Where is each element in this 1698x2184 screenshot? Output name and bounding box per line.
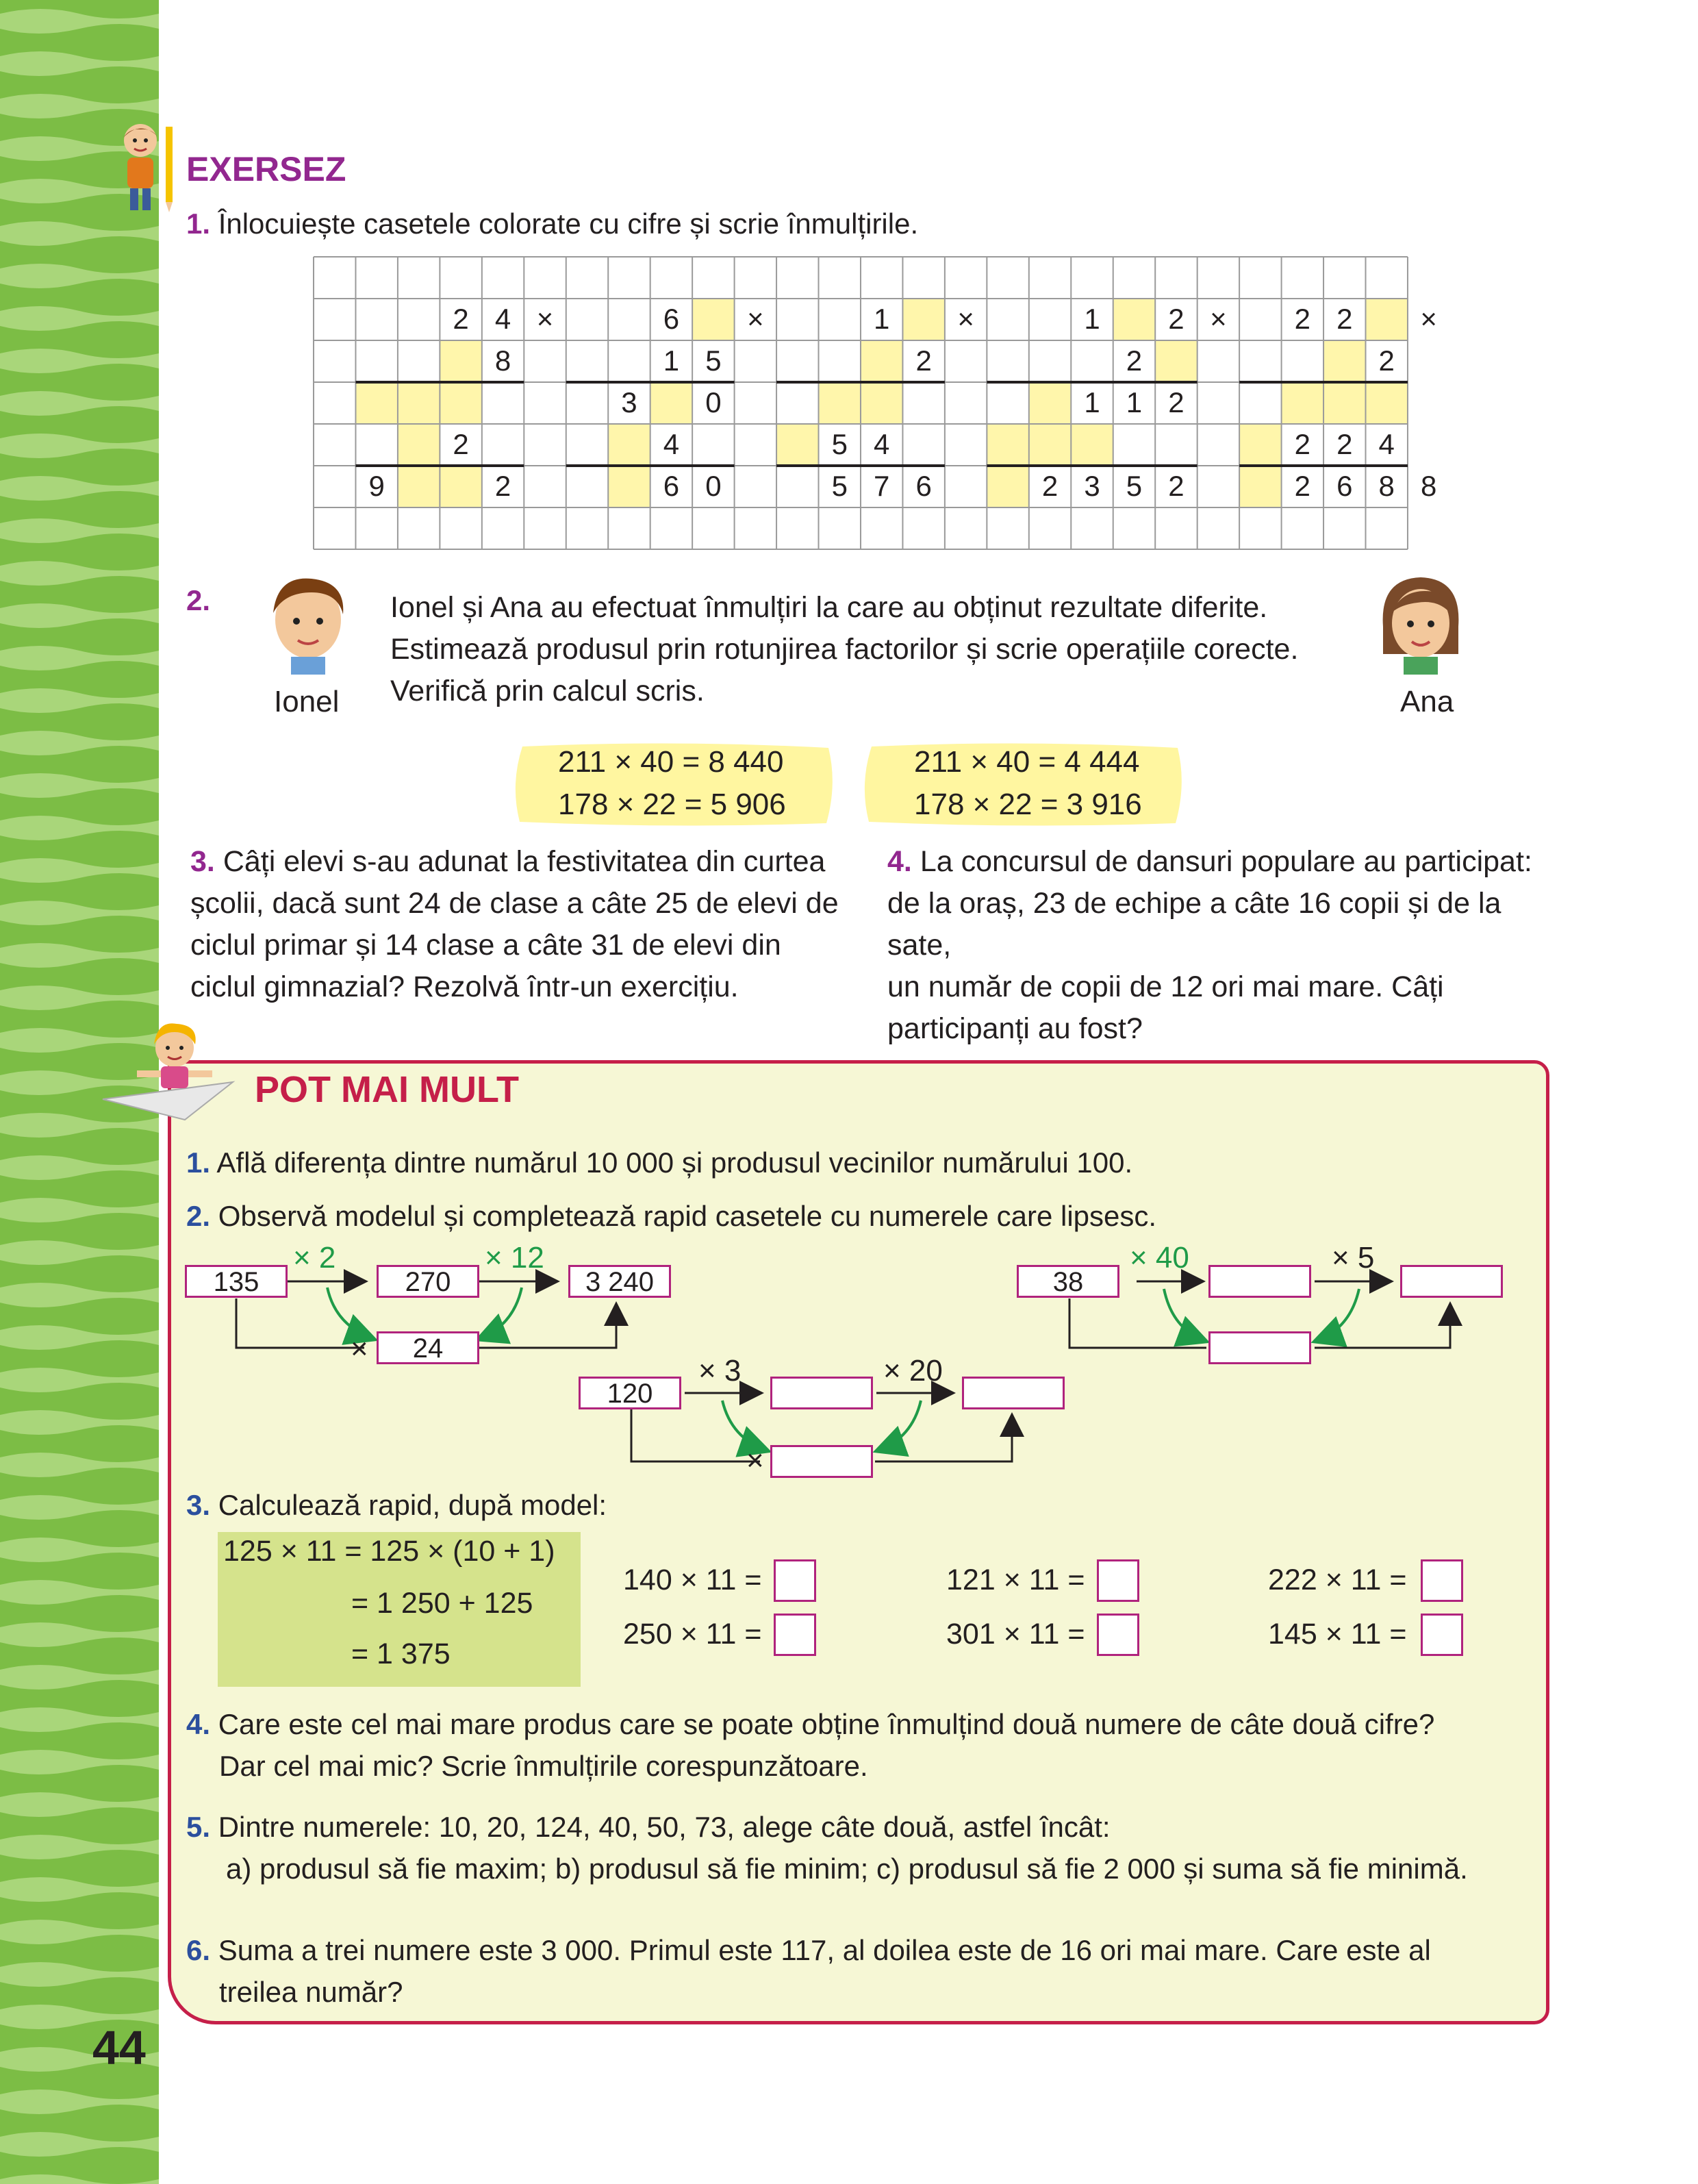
grid-digit: 2 [1126,344,1143,377]
grid-digit: × [1420,302,1437,335]
flow2-bottom-answer-box[interactable] [770,1445,873,1478]
grid-digit: 6 [1336,469,1353,502]
grid-digit: 1 [1126,386,1143,418]
grid-digit: 4 [1378,427,1395,460]
pmm-exercise-2-text: Observă modelul și completează rapid casetele cu numerele care lipsesc. [218,1200,1157,1232]
calc-item-222: 222 × 11 = [1268,1564,1407,1596]
flow3-mid-answer-box[interactable] [1208,1265,1311,1298]
grid-digit: 2 [1336,427,1353,460]
calc-answer-box-145[interactable] [1421,1614,1463,1656]
model-line-2: = 1 250 + 125 [351,1587,533,1620]
pmm-exercise-6-line-1: Suma a trei numere este 3 000. Primul este 117, al doilea este de 16 ori mai mare. Care este al [218,1934,1431,1966]
grid-digit: × [957,302,974,335]
exercise-3-line-1: Câți elevi s-au adunat la festivitatea din curtea [223,845,826,878]
section-title-pot-mai-mult: POT MAI MULT [255,1069,519,1110]
exercise-4-line-1: La concursul de dansuri populare au participat: [920,845,1532,878]
calc-item-145: 145 × 11 = [1268,1618,1407,1650]
calc-answer-box-140[interactable] [774,1559,816,1602]
grid-digit: 2 [1294,469,1310,502]
grid-digit: 3 [621,386,637,418]
exercise-2-line-3: Verifică prin calcul scris. [390,675,705,707]
grid-digit: 1 [663,344,680,377]
ionel-result-1: 211 × 40 = 8 440 [558,745,784,779]
exercise-2-line-1: Ionel și Ana au efectuat înmulțiri la care au obținut rezultate diferite. [390,591,1268,624]
calc-answer-box-250[interactable] [774,1614,816,1656]
grid-digit: 6 [663,302,680,335]
grid-digit: 1 [1084,302,1100,335]
exercise-3-line-4: ciclul gimnazial? Rezolvă într-un exercițiu. [190,970,739,1003]
exercise-4-number: 4. [887,845,912,878]
grid-digit: 0 [705,386,722,418]
pmm-exercise-3-text: Calculează rapid, după model: [218,1489,607,1521]
flow3-end-answer-box[interactable] [1400,1265,1503,1298]
pmm-exercise-1-number: 1. [186,1146,211,1179]
pmm-exercise-5-number: 5. [186,1811,211,1843]
pmm-exercise-2-number: 2. [186,1200,211,1232]
flow1-op1: × 2 [293,1241,336,1275]
calc-answer-box-121[interactable] [1097,1559,1139,1602]
pmm-exercise-5 [186,1806,1468,1890]
flow1-times-sign: × [351,1332,368,1366]
ionel-result-2: 178 × 22 = 5 906 [558,788,786,821]
grid-digit: 2 [915,344,932,377]
flow2-op1: × 3 [698,1354,742,1388]
model-line-3: = 1 375 [351,1637,451,1670]
pmm-exercise-4-line-1: Care este cel mai mare produs care se poate obține înmulțind două numere de câte două cifre? [218,1708,1435,1740]
flow1-op2: × 12 [485,1241,544,1275]
pmm-exercise-6-line-2: treilea număr? [219,1976,403,2008]
grid-digit: 2 [1168,386,1184,418]
grid-digit: 0 [705,469,722,502]
ana-result-1: 211 × 40 = 4 444 [914,745,1140,779]
exercise-2-line-2: Estimează produsul prin rotunjirea factorilor și scrie operațiile corecte. [390,633,1299,666]
model-line-1: 125 × 11 = 125 × (10 + 1) [223,1535,555,1568]
ana-result-2: 178 × 22 = 3 916 [914,788,1142,821]
calc-item-121: 121 × 11 = [946,1564,1085,1596]
grid-digit: 6 [915,469,932,502]
grid-digit: 8 [1421,469,1437,502]
exercise-2-number: 2. [186,584,211,616]
flow2-times-sign: × [746,1444,764,1477]
grid-digit: × [1210,302,1227,335]
pmm-exercise-5-line-1: Dintre numerele: 10, 20, 124, 40, 50, 73, alege câte două, astfel încât: [218,1811,1111,1843]
grid-digit: 2 [1168,302,1184,335]
flow2-end-answer-box[interactable] [962,1377,1065,1409]
grid-digit: 5 [831,427,848,460]
flow1-mid-box: 270 [377,1265,479,1298]
grid-digit: 2 [494,469,511,502]
grid-digit: 2 [1336,302,1353,335]
flow2-mid-answer-box[interactable] [770,1377,873,1409]
pmm-exercise-4-line-2: Dar cel mai mic? Scrie înmulțirile corespunzătoare. [219,1750,868,1782]
calc-answer-box-222[interactable] [1421,1559,1463,1602]
grid-digit: × [747,302,764,335]
flow3-op1: × 40 [1130,1241,1189,1275]
grid-digit: 4 [494,302,511,335]
grid-digit: 9 [368,469,385,502]
flow1-end-box: 3 240 [568,1265,671,1298]
grid-digit: 1 [1084,386,1100,418]
page-number: 44 [92,2021,146,2074]
pmm-exercise-3 [186,1484,607,1526]
grid-digit: 2 [453,302,469,335]
flow1-bottom-box: 24 [377,1331,479,1364]
exercise-text: Înlocuiește casetele colorate cu cifre și scrie înmulțirile. [218,208,919,240]
pmm-exercise-5-line-2: a) produsul să fie maxim; b) produsul să fie minim; c) produsul să fie 2 000 și suma să fie minimă. [226,1853,1468,1885]
grid-digit: 5 [705,344,722,377]
calc-item-140: 140 × 11 = [623,1564,762,1596]
exercise-3-number: 3. [190,845,215,878]
ionel-name-label: Ionel [274,685,340,718]
grid-digit: 2 [453,427,469,460]
flow1-start-box: 135 [185,1265,288,1298]
grid-digit: 2 [1041,469,1059,502]
grid-digit: 3 [1084,469,1100,502]
grid-digit: 2 [1168,469,1184,502]
exercise-4-line-2: de la oraș, 23 de echipe a câte 16 copii și de la sate, [887,887,1501,962]
grid-digit: × [536,302,554,335]
model-calculation-box [218,1532,581,1687]
exercise-4-line-3: un număr de copii de 12 ori mai mare. Câți [887,970,1444,1003]
calc-answer-box-301[interactable] [1097,1614,1139,1656]
pmm-exercise-3-number: 3. [186,1489,211,1521]
grid-digit: 5 [831,469,848,502]
grid-digit: 2 [1378,344,1395,377]
exercise-4-line-4: participanți au fost? [887,1012,1143,1045]
pmm-exercise-6 [186,1929,1431,2013]
grid-digit: 8 [1378,469,1395,502]
pmm-exercise-4 [186,1703,1434,1787]
exercise-3-line-2: școlii, dacă sunt 24 de clase a câte 25 de elevi de [190,887,839,920]
section-title-exersez: EXERSEZ [186,150,346,188]
grid-digit: 6 [663,469,680,502]
pmm-exercise-6-number: 6. [186,1934,211,1966]
flow3-bottom-answer-box[interactable] [1208,1331,1311,1364]
calc-item-250: 250 × 11 = [623,1618,762,1650]
flow3-op2: × 5 [1332,1241,1375,1275]
exercise-number: 1. [186,208,211,240]
grid-digit: 2 [1294,427,1310,460]
grid-digit: 1 [874,302,890,335]
pmm-exercise-4-number: 4. [186,1708,211,1740]
grid-digit: 4 [663,427,680,460]
grid-digit: 7 [874,469,890,502]
ana-name-label: Ana [1400,685,1454,718]
flow3-start-box: 38 [1017,1265,1119,1298]
pmm-exercise-1-text: Află diferența dintre numărul 10 000 și produsul vecinilor numărului 100. [216,1146,1133,1179]
flow2-start-box: 120 [579,1377,681,1409]
grid-digit: 8 [494,344,511,377]
grid-digit: 5 [1126,469,1143,502]
calc-item-301: 301 × 11 = [946,1618,1085,1650]
flow2-op2: × 20 [883,1354,943,1388]
exercise-3-line-3: ciclul primar și 14 clase a câte 31 de elevi din [190,929,781,962]
grid-digit: 4 [874,427,890,460]
grid-digit: 2 [1294,302,1310,335]
